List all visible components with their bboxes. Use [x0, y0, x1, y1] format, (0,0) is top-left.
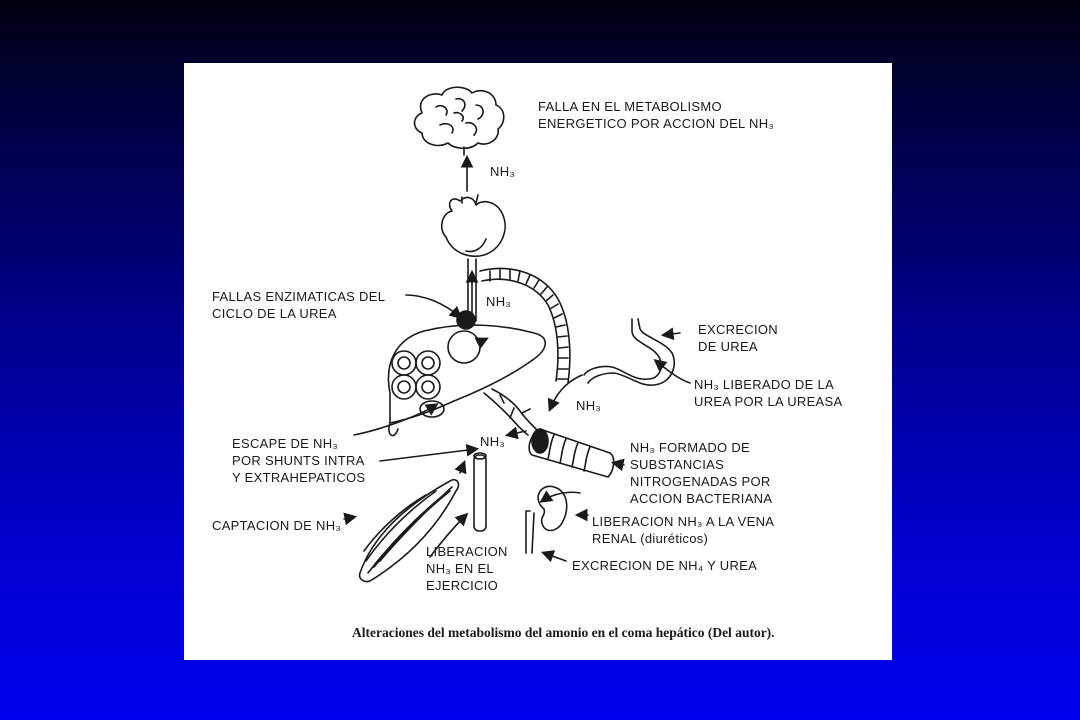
- label-brain-failure: FALLA EN EL METABOLISMO ENERGETICO POR ACCION DEL NH₃: [538, 99, 774, 131]
- arrow-captacion: [460, 463, 464, 473]
- label-nh3-heart: NH₃: [486, 294, 511, 309]
- label-nh3-brain: NH₃: [490, 164, 515, 179]
- label-nh3-portal: NH₃: [576, 398, 601, 413]
- arrow-renal-excretion: [544, 553, 566, 561]
- label-bacterial: NH₃ FORMADO DE SUBSTANCIAS NITROGENADAS POR ACCION BACTERIANA: [630, 440, 773, 506]
- intestine-icon: [529, 429, 613, 477]
- label-captacion: CAPTACION DE NH₃: [212, 518, 342, 533]
- arrow-enzymes: [406, 295, 460, 317]
- stomach-icon: [584, 319, 674, 385]
- diagram-drawing: [184, 63, 892, 660]
- arrow-shunt-intra: [354, 405, 436, 435]
- arrow-shunt-extra: [380, 449, 476, 461]
- arrow-intestine-portal: [508, 431, 526, 435]
- label-exercise: LIBERACION NH₃ EN EL EJERCICIO: [426, 544, 508, 593]
- diagram-panel: [184, 63, 892, 660]
- blood-vessel-icon: [474, 453, 486, 531]
- heart-icon: [442, 195, 505, 256]
- arrow-urea-excretion: [664, 333, 680, 335]
- brain-icon: [415, 87, 504, 155]
- label-renal-excretion: EXCRECION DE NH₄ Y UREA: [572, 558, 758, 573]
- kidney-icon: [526, 486, 567, 553]
- arrow-renal-vein: [542, 492, 580, 501]
- label-nh3-shunt: NH₃: [480, 434, 505, 449]
- label-shunts: ESCAPE DE NH₃ POR SHUNTS INTRA Y EXTRAHEPATICOS: [232, 436, 366, 485]
- figure-caption: Alteraciones del metabolismo del amonio en el coma hepático (Del autor).: [352, 625, 775, 640]
- label-renal-vein: LIBERACION NH₃ A LA VENA RENAL (diuréticos): [592, 514, 775, 546]
- label-enzymes: FALLAS ENZIMATICAS DEL CICLO DE LA UREA: [212, 289, 386, 321]
- arrow-bacterial: [614, 463, 624, 465]
- label-urease: NH₃ LIBERADO DE LA UREA POR LA UREASA: [694, 377, 843, 409]
- label-urea-excretion: EXCRECION DE UREA: [698, 322, 778, 354]
